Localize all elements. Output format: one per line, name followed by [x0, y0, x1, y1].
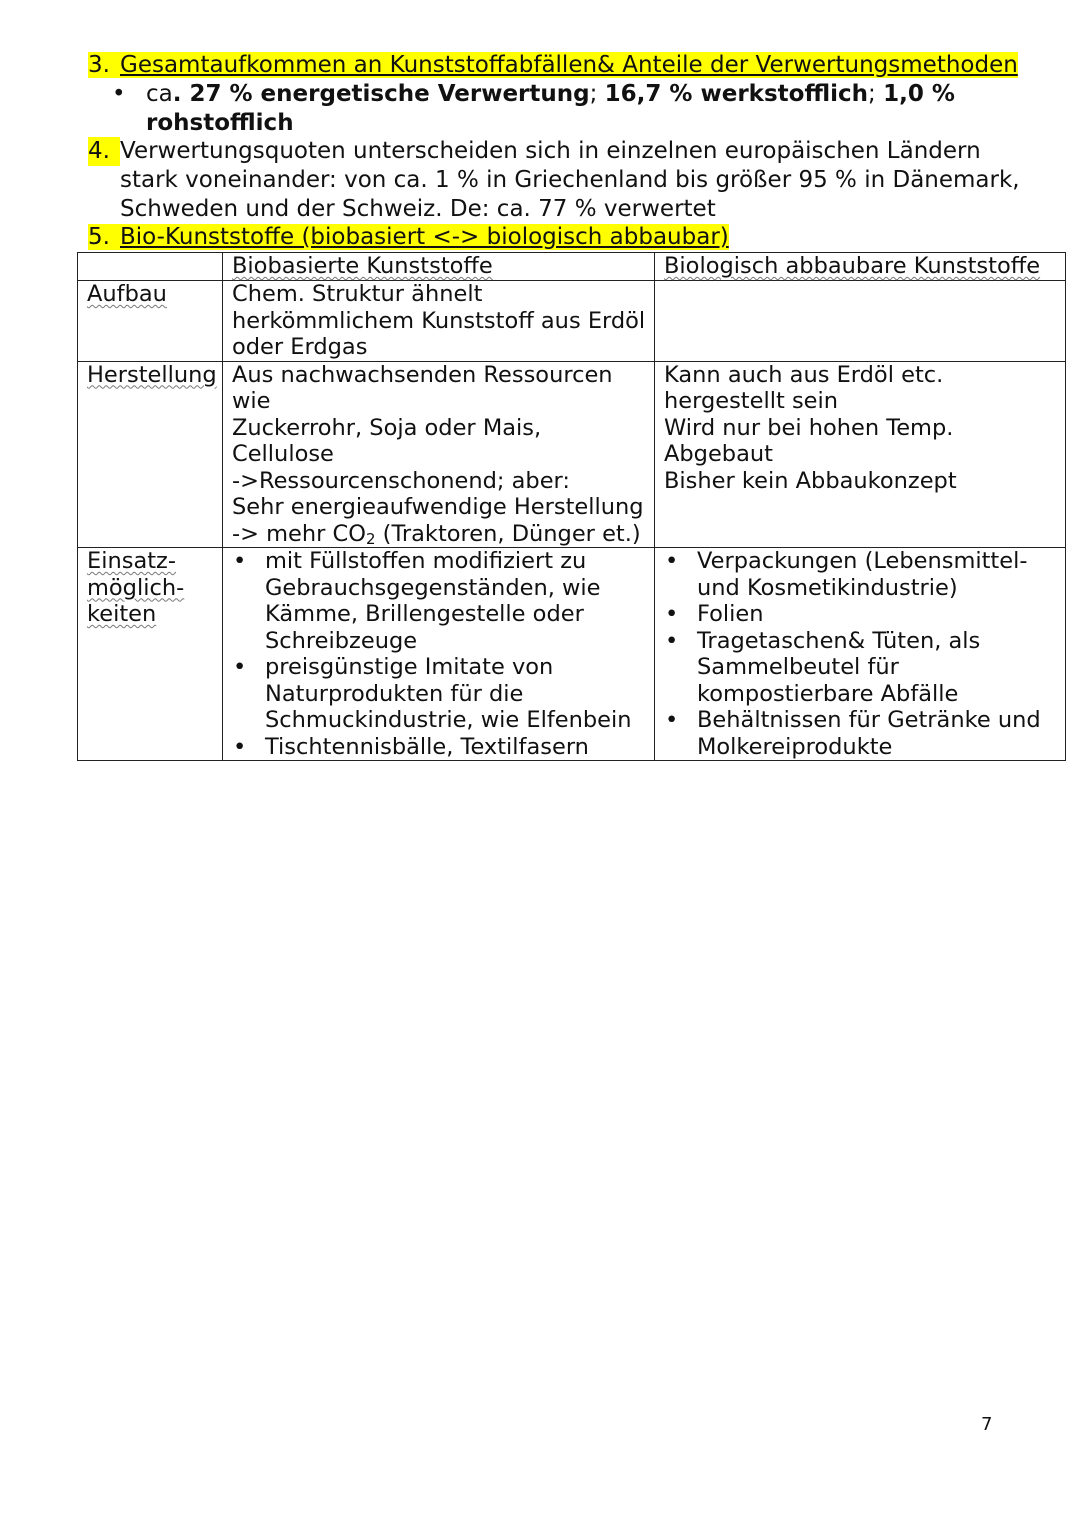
page-number: 7: [981, 1414, 993, 1435]
table-corner-cell: [78, 253, 223, 281]
section-3-bullet: • ca. 27 % energetische Verwertung; 16,7 % werkstofflich; 1,0 %: [112, 81, 955, 107]
aufbau-biobased: Chem. Struktur ähnelt herkömmlichem Kunststoff aus Erdöl oder Erdgas: [223, 281, 655, 362]
row-label-einsatz: Einsatz- möglich- keiten: [78, 548, 223, 761]
list-item: • Verpackungen (Lebensmittel- und Kosmetikindustrie): [664, 548, 1057, 601]
section-3-number: 3.: [88, 52, 110, 78]
section-5-number: 5.: [88, 224, 110, 250]
einsatz-biobased: [223, 548, 655, 761]
section-3-bullet-cont: rohstofflich: [146, 110, 294, 136]
section-4-line-2: stark voneinander: von ca. 1 % in Griechenland bis größer 95 % in Dänemark,: [120, 167, 1020, 193]
header-biobased: Biobasierte Kunststoffe: [223, 253, 655, 281]
list-item: • Folien: [664, 601, 1057, 628]
list-item: • mit Füllstoffen modifiziert zu Gebrauchsgegenständen, wie Kämme, Brillengestelle oder Schreibzeuge: [232, 548, 646, 654]
comparison-table: [77, 252, 1066, 761]
section-3-title: Gesamtaufkommen an Kunststoffabfällen& Anteile der Verwertungsmethoden: [120, 52, 1018, 78]
einsatz-biodegradable: [655, 548, 1066, 761]
row-label-herstellung: Herstellung: [78, 361, 223, 548]
aufbau-biodegradable: [655, 281, 1066, 362]
herstellung-biodegradable: Kann auch aus Erdöl etc. hergestellt sein Wird nur bei hohen Temp. Abgebaut Bisher kein Abbaukonzept: [655, 361, 1066, 548]
section-5-title: Bio-Kunststoffe (biobasiert <-> biologisch abbaubar): [120, 224, 729, 250]
table-row-einsatz: [78, 548, 1066, 761]
herstellung-biobased: Aus nachwachsenden Ressourcen wie Zuckerrohr, Soja oder Mais, Cellulose ->Ressourcenschonend; aber: Sehr energieaufwendige Herstellung -> mehr $CO_2$ (Traktoren, Dünger et.): [223, 361, 655, 548]
header-biodegradable: Biologisch abbaubare Kunststoffe: [655, 253, 1066, 281]
section-3-heading: [88, 51, 1018, 80]
table-row-herstellung: [78, 361, 1066, 548]
list-item: • Tragetaschen& Tüten, als Sammelbeutel für kompostierbare Abfälle: [664, 628, 1057, 708]
bullet-icon: •: [112, 81, 126, 107]
co2-line: -> mehr $CO_2$ (Traktoren, Dünger et.): [232, 520, 641, 548]
section-4-line-3: Schweden und der Schweiz. De: ca. 77 % verwertet: [120, 196, 716, 222]
section-4-line-1: 4. Verwertungsquoten unterscheiden sich in einzelnen europäischen Ländern: [88, 138, 981, 164]
list-item: • preisgünstige Imitate von Naturprodukten für die Schmuckindustrie, wie Elfenbein: [232, 654, 646, 734]
section-5-heading: [88, 223, 729, 252]
list-item: • Behältnissen für Getränke und Molkereiprodukte: [664, 707, 1057, 760]
section-4-number: 4.: [88, 137, 120, 166]
table-header-row: [78, 253, 1066, 281]
table-row-aufbau: [78, 281, 1066, 362]
row-label-aufbau: Aufbau: [78, 281, 223, 362]
list-item: • Tischtennisbälle, Textilfasern: [232, 734, 646, 761]
